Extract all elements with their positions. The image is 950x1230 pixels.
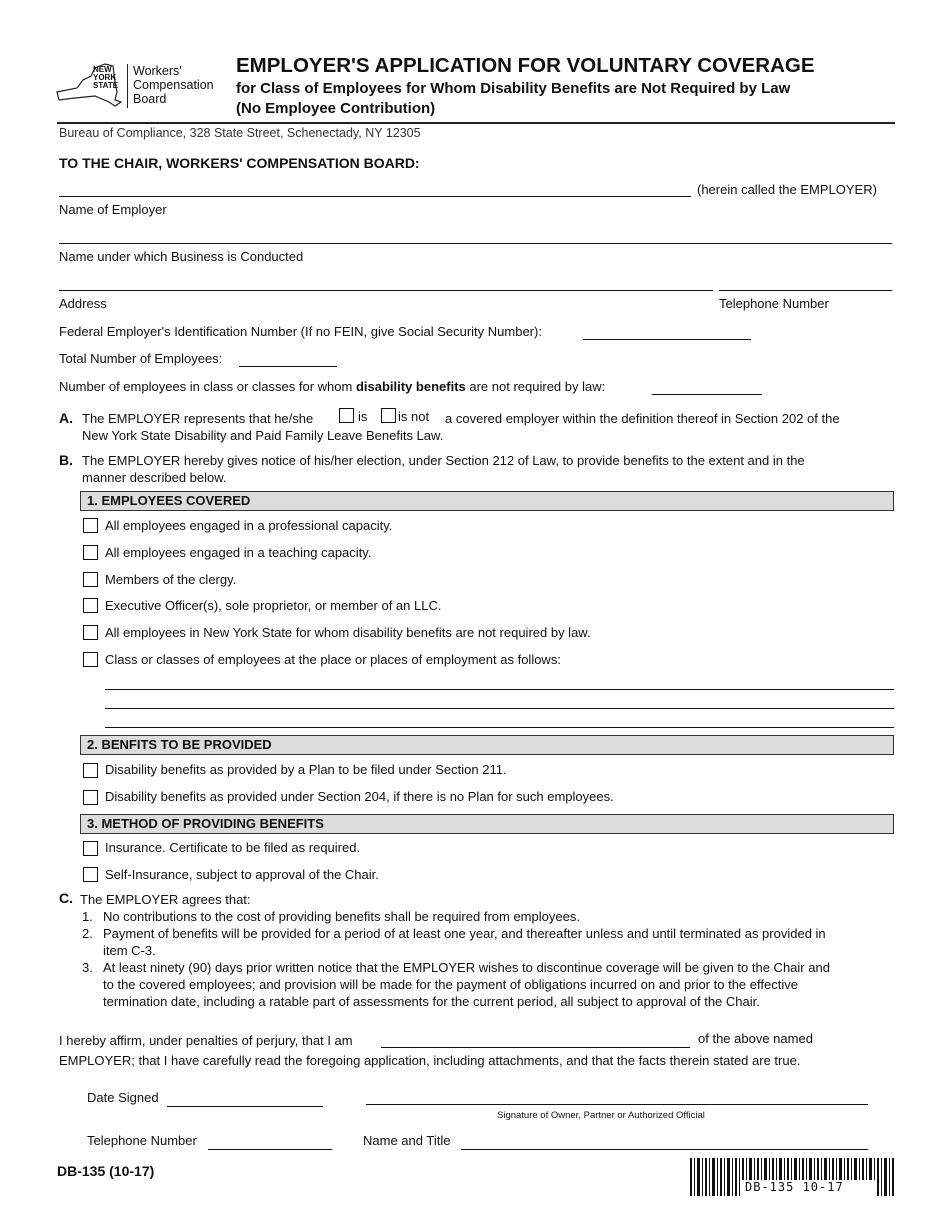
is-label: is <box>358 409 368 424</box>
barcode-text: DB-135 10-17 <box>745 1180 844 1194</box>
sig-telephone-field[interactable] <box>208 1149 332 1150</box>
plan-211-label: Disability benefits as provided by a Plan to be filed under Section 211. <box>105 762 507 777</box>
sig-telephone-label: Telephone Number <box>87 1133 197 1148</box>
teaching-label: All employees engaged in a teaching capacity. <box>105 545 372 560</box>
form-subtitle-1: for Class of Employees for Whom Disability Benefits are Not Required by Law <box>236 80 791 97</box>
business-name-label: Name under which Business is Conducted <box>59 249 304 264</box>
salutation: TO THE CHAIR, WORKERS' COMPENSATION BOARD: <box>59 155 420 171</box>
executive-label: Executive Officer(s), sole proprietor, or member of an LLC. <box>105 598 442 613</box>
class-places-label: Class or classes of employees at the place or places of employment as follows: <box>105 652 561 667</box>
logo-state: STATE <box>93 81 119 90</box>
employer-name-line[interactable] <box>59 196 691 197</box>
logo-org-line3: Board <box>133 92 167 106</box>
c3-num: 3. <box>82 960 93 975</box>
method-header: 3. METHOD OF PROVIDING BENEFITS <box>80 814 894 834</box>
name-title-label: Name and Title <box>363 1133 451 1148</box>
logo-new: NEW <box>93 65 112 74</box>
barcode <box>690 1158 896 1196</box>
class-places-checkbox[interactable] <box>83 652 98 667</box>
section-b-text1: The EMPLOYER hereby gives notice of his/her election, under Section 212 of Law, to provide benefits to the extent and in the <box>82 453 805 468</box>
telephone-line[interactable] <box>719 290 892 291</box>
address-line[interactable] <box>59 290 713 291</box>
c2-line1: Payment of benefits will be provided for a period of at least one year, and thereafter unless and until terminated as provided in <box>103 926 826 941</box>
teaching-checkbox[interactable] <box>83 545 98 560</box>
class-places-line-1[interactable] <box>105 689 894 690</box>
insurance-label: Insurance. Certificate to be filed as required. <box>105 840 361 855</box>
section-a-text1: The EMPLOYER represents that he/she <box>82 411 314 426</box>
section-b-letter: B. <box>59 452 73 468</box>
address-label: Address <box>59 296 107 311</box>
signature-field[interactable] <box>366 1104 868 1105</box>
section-204-checkbox[interactable] <box>83 790 98 805</box>
class-employees-field[interactable] <box>652 394 762 395</box>
c3-line3: termination date, including a ratable part of assessments for the current period, all subject to approval of the Chair. <box>103 994 760 1009</box>
c1-num: 1. <box>82 909 93 924</box>
class-label-suffix: are not required by law: <box>465 379 606 394</box>
is-checkbox[interactable] <box>339 408 354 423</box>
telephone-label: Telephone Number <box>719 296 829 311</box>
class-label-prefix: Number of employees in class or classes for whom <box>59 379 356 394</box>
date-signed-field[interactable] <box>167 1106 323 1107</box>
all-nys-checkbox[interactable] <box>83 625 98 640</box>
bureau-address: Bureau of Compliance, 328 State Street, Schenectady, NY 12305 <box>59 126 421 140</box>
total-employees-field[interactable] <box>239 366 337 367</box>
agency-logo <box>55 62 230 110</box>
logo-org-line1: Workers' <box>133 64 182 78</box>
affirm-text1: I hereby affirm, under penalties of perjury, that I am <box>59 1033 353 1048</box>
c1-line1: No contributions to the cost of providing benefits shall be required from employees. <box>103 909 580 924</box>
logo-york: YORK <box>93 73 117 82</box>
benefits-header: 2. BENFITS TO BE PROVIDED <box>80 735 894 755</box>
form-title: EMPLOYER'S APPLICATION FOR VOLUNTARY COVERAGE <box>236 54 815 77</box>
section-a-text2: a covered employer within the definition thereof in Section 202 of the <box>445 411 840 426</box>
section-c-intro: The EMPLOYER agrees that: <box>80 892 251 907</box>
section-c-letter: C. <box>59 890 73 906</box>
logo-divider <box>127 64 128 108</box>
c2-line2: item C-3. <box>103 943 156 958</box>
signature-caption: Signature of Owner, Partner or Authorized Official <box>497 1110 705 1121</box>
section-b-text2: manner described below. <box>82 470 227 485</box>
executive-checkbox[interactable] <box>83 598 98 613</box>
plan-211-checkbox[interactable] <box>83 763 98 778</box>
affirm-title-field[interactable] <box>381 1047 690 1048</box>
professional-checkbox[interactable] <box>83 518 98 533</box>
name-title-field[interactable] <box>461 1149 868 1150</box>
c3-line2: to the covered employees; and provision will be made for the payment of obligations incurred on and prior to the effective <box>103 977 798 992</box>
fein-label: Federal Employer's Identification Number (If no FEIN, give Social Security Number): <box>59 324 542 339</box>
affirm-text2: of the above named <box>698 1031 813 1046</box>
employees-covered-header: 1. EMPLOYEES COVERED <box>80 491 894 511</box>
insurance-checkbox[interactable] <box>83 841 98 856</box>
all-nys-label: All employees in New York State for whom disability benefits are not required by law. <box>105 625 591 640</box>
clergy-checkbox[interactable] <box>83 572 98 587</box>
section-a-text3: New York State Disability and Paid Family Leave Benefits Law. <box>82 428 444 443</box>
total-employees-label: Total Number of Employees: <box>59 351 223 366</box>
logo-org-line2: Compensation <box>133 78 214 92</box>
business-name-line[interactable] <box>59 243 892 244</box>
form-subtitle-2: (No Employee Contribution) <box>236 100 436 117</box>
is-not-checkbox[interactable] <box>381 408 396 423</box>
c3-line1: At least ninety (90) days prior written notice that the EMPLOYER wishes to discontinue coverage will be given to the Chair and <box>103 960 830 975</box>
class-places-line-3[interactable] <box>105 727 894 728</box>
class-employees-label <box>59 379 605 394</box>
c2-num: 2. <box>82 926 93 941</box>
section-204-label: Disability benefits as provided under Section 204, if there is no Plan for such employees. <box>105 789 614 804</box>
employer-name-label: Name of Employer <box>59 202 167 217</box>
professional-label: All employees engaged in a professional capacity. <box>105 518 393 533</box>
class-label-bold: disability benefits <box>355 379 466 394</box>
class-places-line-2[interactable] <box>105 708 894 709</box>
form-id: DB-135 (10-17) <box>57 1163 155 1179</box>
affirm-text3: EMPLOYER; that I have carefully read the foregoing application, including attachments, and that the facts therein stated are true. <box>59 1053 801 1068</box>
date-signed-label: Date Signed <box>87 1090 159 1105</box>
header-rule <box>57 122 895 124</box>
self-insurance-label: Self-Insurance, subject to approval of the Chair. <box>105 867 379 882</box>
self-insurance-checkbox[interactable] <box>83 867 98 882</box>
clergy-label: Members of the clergy. <box>105 572 237 587</box>
fein-field[interactable] <box>583 339 751 340</box>
herein-label: (herein called the EMPLOYER) <box>697 182 877 197</box>
is-not-label: is not <box>398 409 430 424</box>
section-a-letter: A. <box>59 410 73 426</box>
